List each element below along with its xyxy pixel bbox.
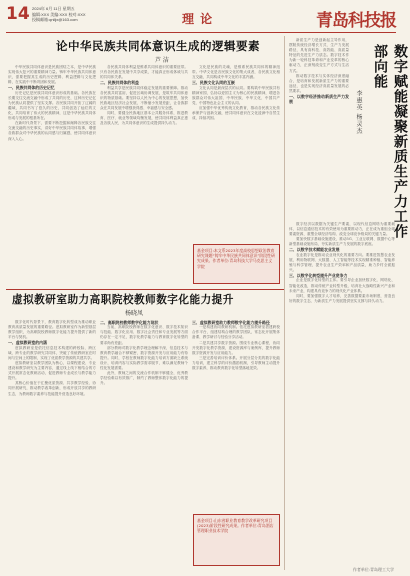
article3-author: 李惠英 杨灵杰 — [355, 90, 362, 135]
article2-author: 杨晓凤 — [125, 310, 144, 317]
article1-author: 芦 洁 — [155, 57, 169, 64]
article1-fund-box — [193, 244, 280, 284]
article3-title: 数字赋能凝聚新质生产力工作部向能 — [372, 44, 408, 239]
article2-col3: 三、虚拟教研室助力教师数字化能力提升路径 一是构建协同教研机制。依托虚拟教研室搭建跨校合作平台，组建结构合理的教学团队，常态化开展集体备课、教学研讨与经验分享活动。 二是共建共享数字资源。围绕专业核心课程，协同开发数字化教学资源，建设资源库与案例库，提升教师数字资源开发与应用能力。 三是完善培训评价体系。开展分层分类的数字化能力培训，建立科学的评价激励机制，引导教师主动提升数字素养，推动教育数字化转型落地见效。 — [192, 320, 280, 371]
article2-sub2: 二、高职院校教师数字化能力现状 — [100, 320, 159, 325]
article1-col2: 各民族共同体利益是维系共同体意识的重要纽带。只有各民族在发展中共享成果，才能真正形成休戚与共的共同体关系。 二、民族共同体的利益 利益共享是民族共同体稳定发展的重要保障。推动各民族共同富裕，促进区域协调发展，是筑牢共同体意识的物质基础。要坚持以人民为中心的发展思想，加快民族地区经济社会发展，不断缩小发展差距，让各族群众在共同发展中增强获得感、幸福感与安全感。 同时，要健全民族地区基本公共服务体系，推进教育、医疗、就业等领域均衡发展，使共同体利益真正惠及各族人民，为共同体意识的生成提供持久动力。 — [100, 65, 188, 126]
article1-sub3: 三、民族文化认同的互嵌 — [192, 80, 235, 86]
editor-line: 编辑:XXX 美编:XXX 校对:XXX — [32, 11, 86, 17]
article1-col3: 文化是民族的灵魂，是维系民族共同体的精神纽带。中华文化是各民族文化的集大成者，各民族文化相互交融，共同构成中华文化的丰富内涵。 三、民族文化认同的互嵌 文化认同是最深层次的认同。要构筑中华民族共有精神家园，弘扬以爱国主义为核心的民族精神，增进各族群众对伟大祖国、中华民族、中华文化、中国共产党、中国特色社会主义的认同。 应加强中华优秀传统文化教育，推动各民族文化传承保护与创新交融，使共同体意识在文化浸润中自然生成、持续巩固。 — [192, 65, 280, 121]
article3-author-unit: 作者单位:青岛理工大学 — [352, 567, 394, 572]
article2-title: 虚拟教研室助力高职院校教师数字化能力提升 — [12, 294, 234, 306]
article1-fund-text: 基金项目:本文系2023年度高校思想政治教育研究课题“铸牢中华民族共同体意识”阶段性研究成果。作者单位:青岛科技大学马克思主义学院 — [197, 248, 275, 269]
article1-sub2: 二、民族共同体的利益 — [100, 80, 139, 86]
page-number: 14 — [6, 4, 30, 24]
section-title: 理 论 — [182, 12, 214, 26]
article2-fund-box — [193, 514, 280, 566]
article2-fund-text: 基金项目:山东省职业教育教学改革研究项目(2023)阶段性研究成果。作者单位:青岛酒店管理职业技术学院 — [197, 518, 274, 534]
article2-sub1: 一、虚拟教研室的内涵 — [8, 340, 47, 346]
article2-sub3: 三、虚拟教研室助力教师数字化能力提升路径 — [192, 320, 270, 325]
date-line: 2024年 6月 11日 星期五 — [32, 6, 75, 11]
article3-col-bottom: 数字经济以数据为关键生产要素，以现代信息网络为重要载体，以信息通信技术的有效使用为重要推动力，正在成为重组全球要素资源、重塑全球经济结构、改变全球竞争格局的关键力量。 要加快数字基础设施建设，推动5G、工业互联网、数据中心等新型基础设施布局，夯实新质生产力发展的数字底座。 二、以数字技术赋能农业发展 农业数字化是推动农业现代化的重要方向。要推进智慧农业发展，利用物联网、大数据、人工智能等技术实现精准种植、智能养殖与科学管理，提升农业生产效率和产品质量，助力乡村全面振兴。 三、以数字化转型提升产业竞争力 企业是数字化转型的主体。要引导企业加快数字化、网络化、智能化改造，推动传统产业转型升级，培育壮大战略性新兴产业和未来产业，构建具有竞争力的现代化产业体系。 同时，要加强数字人才培养，完善数据要素市场制度，营造良好的数字生态，为新质生产力发展提供坚实支撑与持久动力。 — [289, 222, 395, 303]
article1-title: 论中华民族共同体意识生成的逻辑要素 — [56, 39, 260, 53]
article3-col-top: 新质生产力是创新起主导作用，摆脱传统经济增长方式、生产力发展路径，具有高科技、高效能、高质量特征的先进生产力质态。数字技术作为新一轮科技革命和产业变革的核心驱动力，正深刻改变生产方式与生活方式。 推动数字技术与实体经济深度融合，是培育和发展新质生产力的重要途径，也是实现经济高质量发展的必然要求。 一、以数字经济推动新质生产力发展 — [289, 38, 349, 105]
section-divider — [6, 289, 284, 290]
article1-col1: 中华民族共同体意识是民族团结之本，是中华民族实现伟大复兴的重要精神力量。铸牢中华民族共同体意识，需要把握其生成的历史逻辑、利益逻辑与文化逻辑，在实践中不断巩固和发展。 一、民族共同体的历史记忆 历史记忆是民族共同体意识形成的基础。各民族在长期交往交流交融中形成了共同的历史，这种历史记忆为民族认同提供了坚实支撑。各民族共同开拓了辽阔的疆域，共同书写了悠久的历史，共同创造了灿烂的文化，共同培育了伟大的民族精神，这是中华民族共同体形成与发展的根基所在。 在新时代背景下，需要不断挖掘和阐释各民族交往交流交融的历史事实，讲好中华民族共同体故事，增强各族群众对中华民族的认同感与归属感，使共同体意识深入人心。 — [8, 65, 96, 141]
article3-sub2: 二、以数字技术赋能农业发展 — [289, 247, 340, 253]
article3-sub1: 一、以数字经济推动新质生产力发展 — [289, 94, 349, 105]
masthead — [6, 4, 396, 33]
issue-meta — [32, 6, 86, 23]
article3-sub3: 三、以数字化转型提升产业竞争力 — [289, 273, 348, 279]
email-line: 投稿邮箱:qnlljx@163.com — [32, 17, 78, 22]
article2-col1: 数字化时代背景下，教育数字化转型成为推动职业教育高质量发展的重要路径。虚拟教研室作为新型基层教学组织，为高职院校教师数字化能力提升提供了新的平台与契机。 一、虚拟教研室的内涵 虚拟教研室是依托信息技术构建的跨校际、跨区域、跨专业的教学研究共同体，突破了传统教研室在时间与空间上的限制，实现了优质教学资源的共建共享。 虚拟教研室以教学团队为核心，以课程建设、专业建设和教学研究为主要内容，通过线上线下相结合的方式开展常态化教研活动，促进教师专业成长与教学能力提升。 其核心价值在于汇聚优质资源、共享教学经验、协同开展研究，推动教学改革创新，形成开放共享的教研生态，为教师数字素养与技能提升营造良好环境。 — [8, 320, 96, 396]
article2-col2: 二、高职院校教师数字化能力现状 当前，高职院校教师在数字化意识、数字技术知识与技能、数字化应用、数字社会责任和专业发展等方面仍存在一定不足，数字化教学能力与教育数字化转型的要求尚有差距。 部分教师对数字化教学理念理解不深，信息技术与教育教学融合不够紧密，数字资源开发与应用能力有待提升。同时，学校在教师数字化能力培训方面缺乏系统设计，培训内容与实际教学需求脱节，难以满足教师个性化发展需要。 此外，教师之间的交流合作机制不够健全，优秀教学经验难以有效推广，制约了教师整体数字化能力的提升。 — [100, 320, 188, 386]
column-divider — [284, 36, 285, 570]
paper-name: 青岛科技报 — [316, 11, 396, 31]
article1-sub1: 一、民族共同体的历史记忆 — [8, 85, 55, 91]
